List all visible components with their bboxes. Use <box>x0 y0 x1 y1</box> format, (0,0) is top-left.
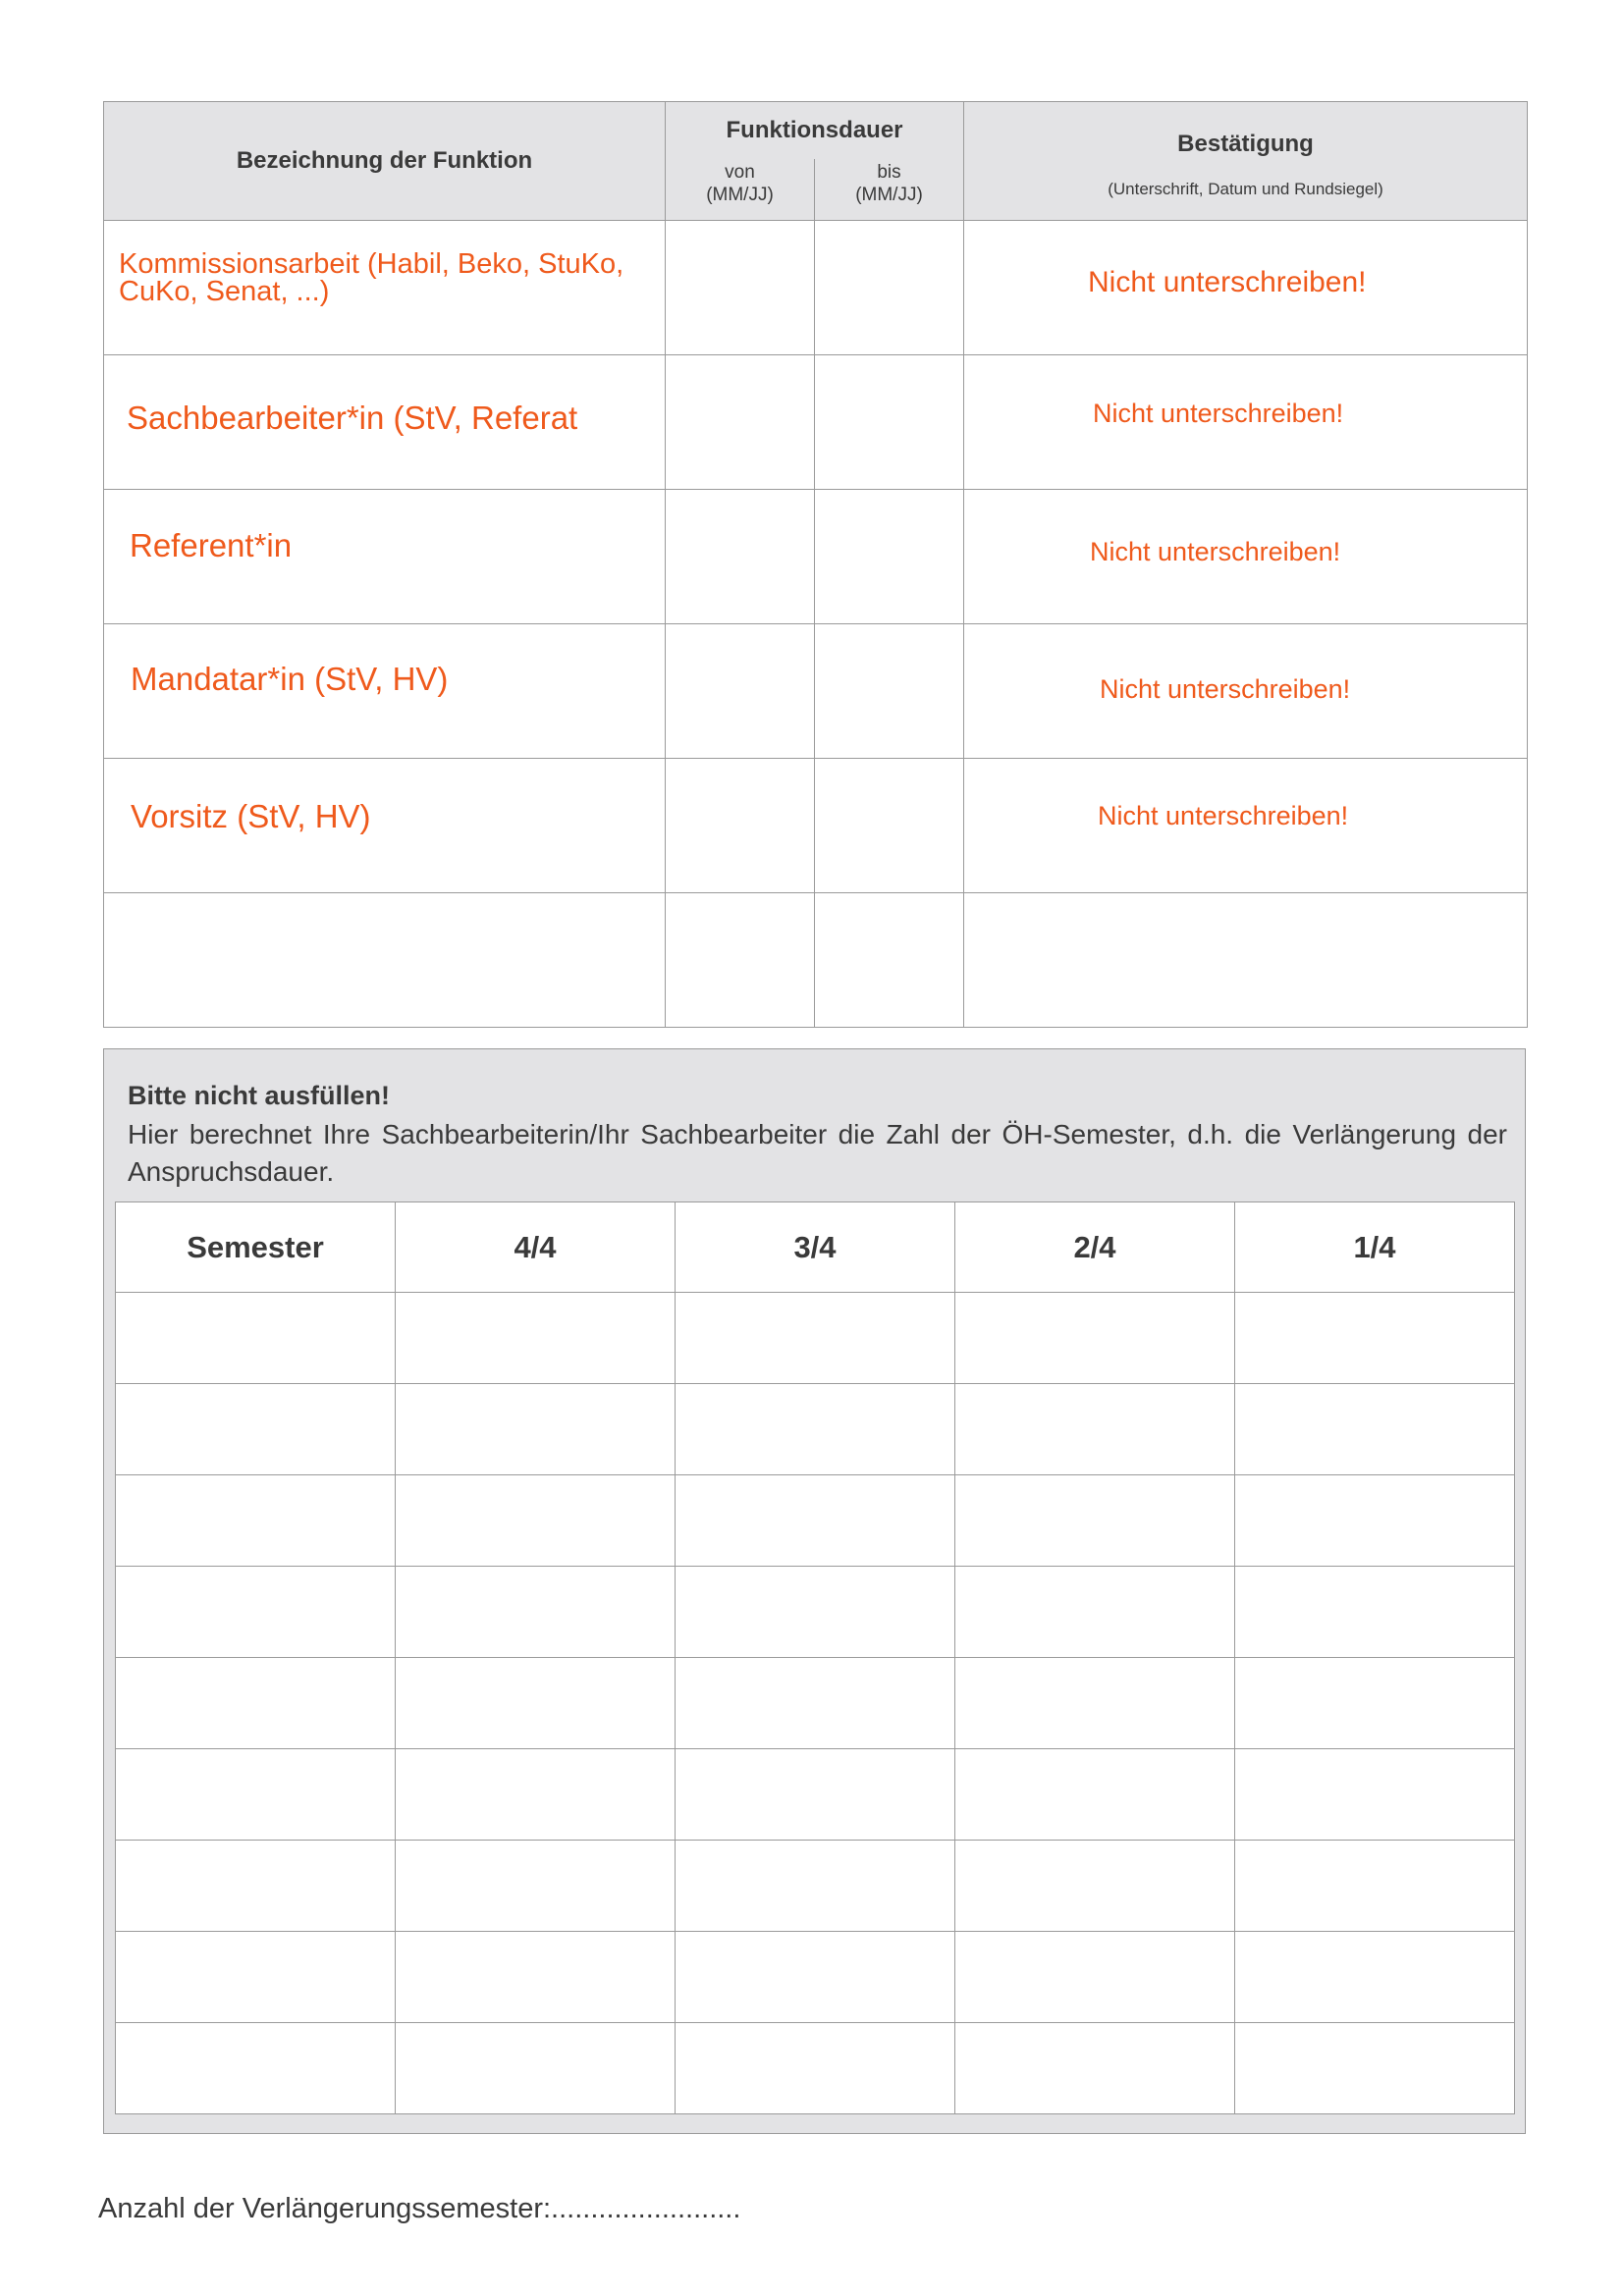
table-row <box>116 1293 1515 1384</box>
semester-cell[interactable] <box>116 1293 396 1384</box>
header-confirmation <box>964 102 1528 221</box>
semester-cell[interactable] <box>1235 1749 1515 1841</box>
header-function-name-label: Bezeichnung der Funktion <box>236 147 533 174</box>
table-row <box>116 1841 1515 1932</box>
extension-semesters-fill[interactable]: ........................ <box>551 2193 741 2224</box>
semester-cell[interactable] <box>955 1384 1235 1475</box>
semester-cell[interactable] <box>116 1932 396 2023</box>
semester-cell[interactable] <box>955 1749 1235 1841</box>
semester-cell[interactable] <box>676 1932 955 2023</box>
semester-cell[interactable] <box>396 1749 676 1841</box>
semester-cell[interactable] <box>396 1658 676 1749</box>
column-header-1-4: 1/4 <box>1235 1202 1515 1293</box>
semester-cell[interactable] <box>676 1293 955 1384</box>
semester-cell[interactable] <box>955 1932 1235 2023</box>
semester-cell[interactable] <box>1235 1293 1515 1384</box>
semester-cell[interactable] <box>1235 1841 1515 1932</box>
table-row <box>116 1384 1515 1475</box>
column-header-3-4: 3/4 <box>676 1202 955 1293</box>
header-to-format: (MM/JJ) <box>855 185 923 205</box>
table-row <box>116 1749 1515 1841</box>
to-cell[interactable] <box>815 490 964 624</box>
semester-cell[interactable] <box>116 1658 396 1749</box>
calculation-description: Hier berechnet Ihre Sachbearbeiterin/Ihr Sachbearbeiter die Zahl der ÖH-Semester, d.h. die Verlängerung der Anspruchsdauer. <box>128 1119 1507 1187</box>
from-cell[interactable] <box>666 490 815 624</box>
function-cell[interactable] <box>104 624 666 759</box>
function-name-line2: CuKo, Senat, ...) <box>119 276 330 307</box>
table-row <box>116 1567 1515 1658</box>
extension-semesters-label: Anzahl der Verlängerungssemester: <box>98 2193 552 2224</box>
semester-cell[interactable] <box>396 1567 676 1658</box>
header-confirmation-label: Bestätigung <box>1177 131 1314 157</box>
function-name: Sachbearbeiter*in (StV, Referat <box>127 400 578 436</box>
header-from-label: von <box>725 162 755 183</box>
function-cell[interactable] <box>104 221 666 355</box>
semester-cell[interactable] <box>676 1841 955 1932</box>
to-cell[interactable] <box>815 893 964 1028</box>
function-name-line1: Kommissionsarbeit (Habil, Beko, StuKo, <box>119 248 624 280</box>
semester-cell[interactable] <box>1235 2023 1515 2114</box>
confirmation-note: Nicht unterschreiben! <box>1090 537 1341 566</box>
function-cell[interactable] <box>104 893 666 1028</box>
table-row <box>116 1658 1515 1749</box>
semester-cell[interactable] <box>676 1475 955 1567</box>
header-to <box>815 159 964 221</box>
function-name: Referent*in <box>130 527 293 563</box>
header-confirmation-note: (Unterschrift, Datum und Rundsiegel) <box>1108 180 1383 198</box>
semester-cell[interactable] <box>676 2023 955 2114</box>
column-header-2-4: 2/4 <box>955 1202 1235 1293</box>
header-from-format: (MM/JJ) <box>706 185 774 205</box>
semester-cell[interactable] <box>116 1567 396 1658</box>
to-cell[interactable] <box>815 624 964 759</box>
semester-table <box>115 1201 1515 2114</box>
to-cell[interactable] <box>815 759 964 893</box>
from-cell[interactable] <box>666 759 815 893</box>
from-cell[interactable] <box>666 624 815 759</box>
semester-cell[interactable] <box>1235 1567 1515 1658</box>
semester-cell[interactable] <box>955 1658 1235 1749</box>
from-cell[interactable] <box>666 355 815 490</box>
table-row <box>104 490 1528 624</box>
semester-cell[interactable] <box>955 1841 1235 1932</box>
semester-cell[interactable] <box>396 1932 676 2023</box>
semester-cell[interactable] <box>396 2023 676 2114</box>
table-row <box>116 1932 1515 2023</box>
calculation-panel <box>103 1048 1526 2134</box>
confirmation-note: Nicht unterschreiben! <box>1098 801 1349 830</box>
column-header-semester: Semester <box>116 1202 396 1293</box>
table-row <box>104 355 1528 490</box>
semester-cell[interactable] <box>116 1841 396 1932</box>
extension-semesters-line[interactable] <box>98 2193 740 2225</box>
function-table <box>103 101 1528 1028</box>
semester-cell[interactable] <box>396 1293 676 1384</box>
semester-cell[interactable] <box>396 1841 676 1932</box>
header-from <box>666 159 815 221</box>
confirmation-note: Nicht unterschreiben! <box>1100 674 1351 704</box>
semester-cell[interactable] <box>955 1567 1235 1658</box>
function-name: Mandatar*in (StV, HV) <box>131 661 449 697</box>
confirmation-cell[interactable] <box>964 490 1528 624</box>
function-name <box>119 250 623 305</box>
semester-cell[interactable] <box>955 2023 1235 2114</box>
confirmation-cell[interactable] <box>964 759 1528 893</box>
semester-cell[interactable] <box>1235 1932 1515 2023</box>
confirmation-note: Nicht unterschreiben! <box>1088 266 1367 298</box>
semester-cell[interactable] <box>116 1749 396 1841</box>
semester-cell[interactable] <box>676 1384 955 1475</box>
semester-cell[interactable] <box>676 1567 955 1658</box>
to-cell[interactable] <box>815 355 964 490</box>
function-cell[interactable] <box>104 355 666 490</box>
table-row <box>104 759 1528 893</box>
semester-cell[interactable] <box>1235 1384 1515 1475</box>
semester-cell[interactable] <box>1235 1658 1515 1749</box>
semester-cell[interactable] <box>116 1384 396 1475</box>
from-cell[interactable] <box>666 221 815 355</box>
semester-cell[interactable] <box>955 1475 1235 1567</box>
table-row <box>116 2023 1515 2114</box>
semester-cell[interactable] <box>396 1475 676 1567</box>
to-cell[interactable] <box>815 221 964 355</box>
confirmation-cell[interactable] <box>964 355 1528 490</box>
function-cell[interactable] <box>104 490 666 624</box>
semester-cell[interactable] <box>676 1749 955 1841</box>
table-row <box>104 893 1528 1028</box>
table-row <box>104 624 1528 759</box>
function-name: Vorsitz (StV, HV) <box>131 798 371 834</box>
column-header-4-4: 4/4 <box>396 1202 676 1293</box>
semester-cell[interactable] <box>116 2023 396 2114</box>
header-function-name <box>104 102 666 221</box>
calculation-heading: Bitte nicht ausfüllen! <box>128 1081 391 1110</box>
header-to-label: bis <box>877 162 901 183</box>
semester-cell[interactable] <box>396 1384 676 1475</box>
table-row <box>104 221 1528 355</box>
header-duration-label: Funktionsdauer <box>726 117 903 143</box>
confirmation-cell[interactable] <box>964 893 1528 1028</box>
from-cell[interactable] <box>666 893 815 1028</box>
confirmation-cell[interactable] <box>964 221 1528 355</box>
confirmation-cell[interactable] <box>964 624 1528 759</box>
semester-cell[interactable] <box>1235 1475 1515 1567</box>
semester-cell[interactable] <box>955 1293 1235 1384</box>
semester-cell[interactable] <box>116 1475 396 1567</box>
table-row <box>116 1475 1515 1567</box>
header-duration <box>666 102 964 160</box>
function-cell[interactable] <box>104 759 666 893</box>
confirmation-note: Nicht unterschreiben! <box>1093 399 1344 428</box>
semester-cell[interactable] <box>676 1658 955 1749</box>
